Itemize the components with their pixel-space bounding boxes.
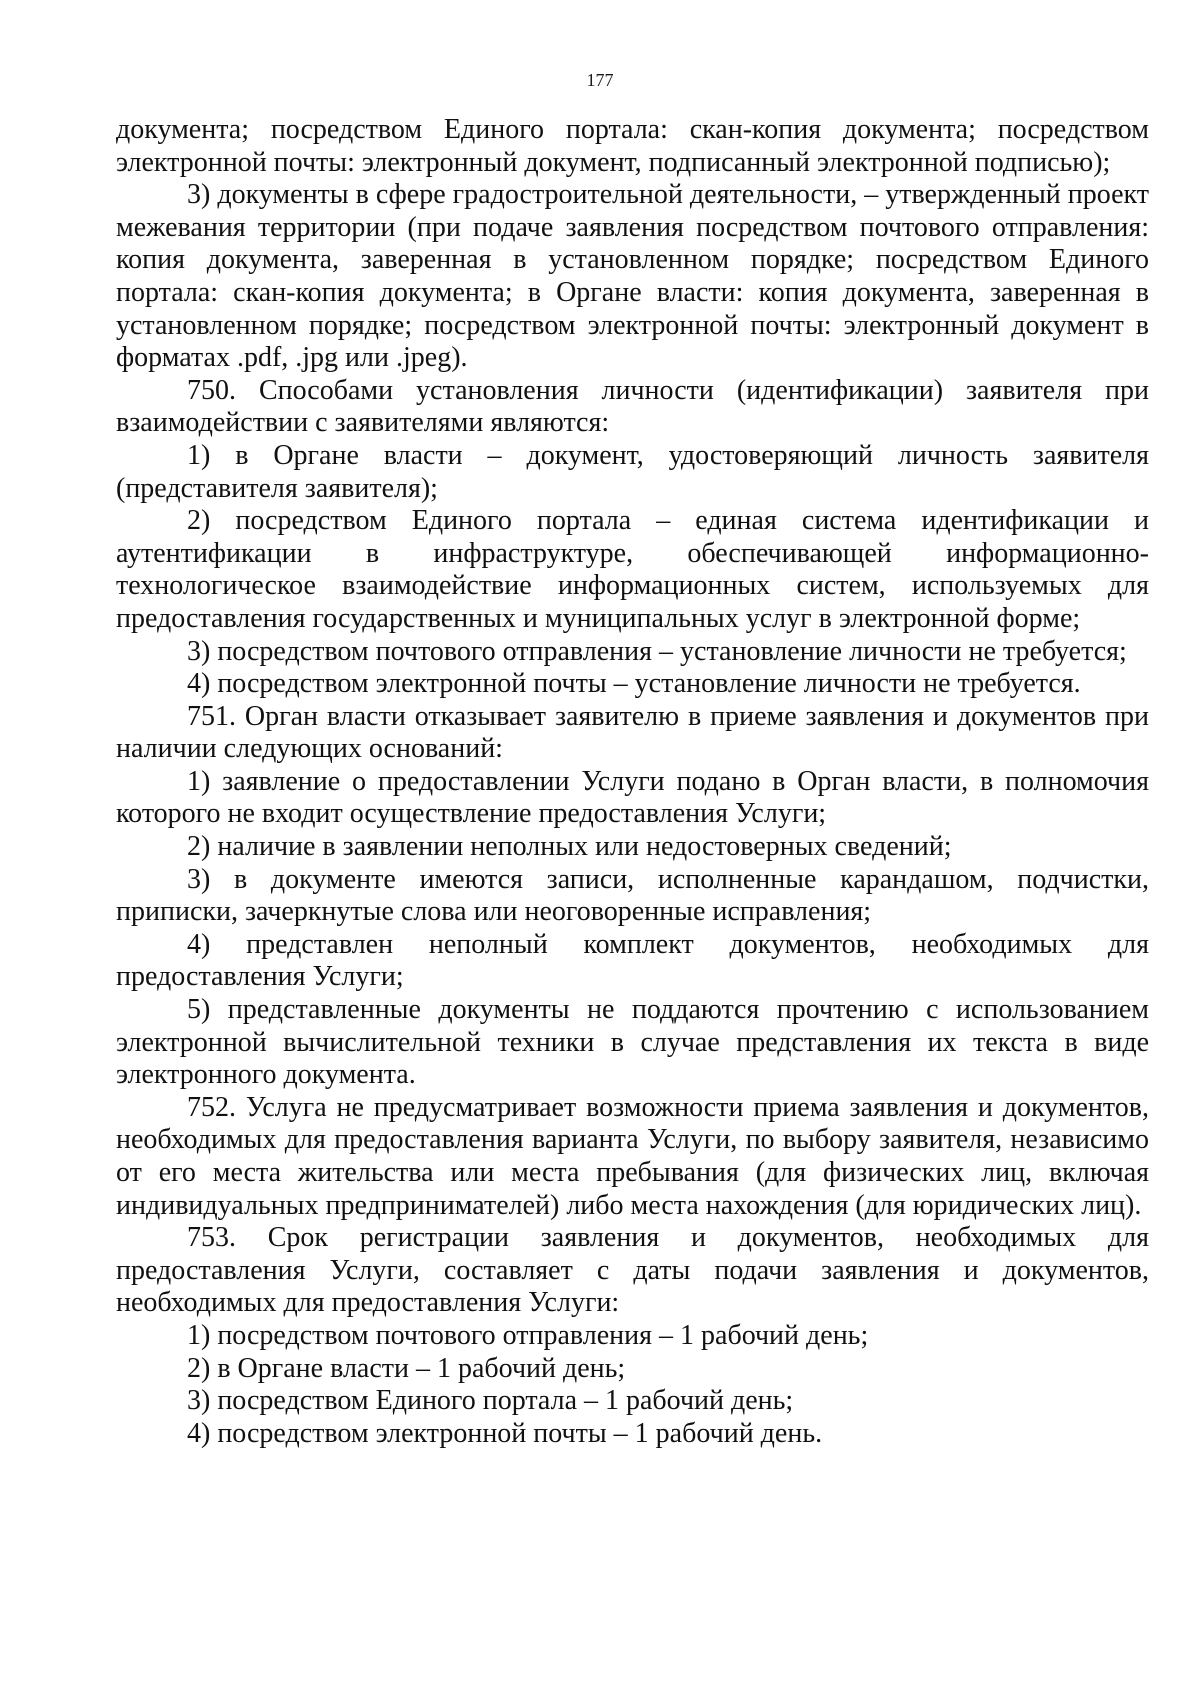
clause-751: 751. Орган власти отказывает заявителю в приеме заявления и документов при наличии следующих оснований: bbox=[116, 700, 1149, 765]
clause-753: 753. Срок регистрации заявления и документов, необходимых для предоставления Услуги, составляет с даты подачи заявления и документов, необходимых для предоставления Услуги: bbox=[116, 1222, 1149, 1319]
clause-751-item-2: 2) наличие в заявлении неполных или недостоверных сведений; bbox=[187, 831, 952, 863]
clause-753-item-2: 2) в Органе власти – 1 рабочий день; bbox=[187, 1352, 626, 1384]
clause-751-item-3: 3) в документе имеются записи, исполненные карандашом, подчистки, приписки, зачеркнутые слова или неоговоренные исправления; bbox=[116, 863, 1149, 928]
clause-750-item-4: 4) посредством электронной почты – установление личности не требуется. bbox=[187, 668, 1081, 700]
list-item-3-urban-planning-documents: 3) документы в сфере градостроительной деятельности, – утвержденный проект межевания территории (при подаче заявления посредством почтового отправления: копия документа, заверенная в установленном порядке; посредством Единого портала: скан-копия документа; в Органе власти: копия документа, заверенная в установленном порядке; посредством электронной почты: электронный документ в форматах .pdf, .jpg или .jpeg). bbox=[116, 179, 1149, 374]
paragraph-continuation: документа; посредством Единого портала: скан-копия документа; посредством электронной почты: электронный документ, подписанный электронной подписью); bbox=[116, 114, 1149, 178]
clause-753-item-3: 3) посредством Единого портала – 1 рабочий день; bbox=[187, 1385, 794, 1417]
clause-751-item-5: 5) представленные документы не поддаются прочтению с использованием электронной вычислительной техники в случае представления их текста в виде электронного документа. bbox=[116, 994, 1149, 1091]
clause-753-item-1: 1) посредством почтового отправления – 1 рабочий день; bbox=[187, 1319, 869, 1351]
page-number: 177 bbox=[586, 70, 614, 90]
clause-750: 750. Способами установления личности (идентификации) заявителя при взаимодействии с заявителями являются: bbox=[116, 374, 1149, 439]
clause-750-item-2: 2) посредством Единого портала – единая система идентификации и аутентификации в инфраструктуре, обеспечивающей информационно-технологическое взаимодействие информационных систем, используемых для предоставления государственных и муниципальных услуг в электронной форме; bbox=[116, 505, 1149, 634]
clause-750-item-3: 3) посредством почтового отправления – установление личности не требуется; bbox=[187, 635, 1127, 667]
document-body bbox=[116, 114, 1149, 1450]
clause-750-item-1: 1) в Органе власти – документ, удостоверяющий личность заявителя (представителя заявителя); bbox=[116, 439, 1149, 504]
clause-751-item-1: 1) заявление о предоставлении Услуги подано в Орган власти, в полномочия которого не входит осуществление предоставления Услуги; bbox=[116, 765, 1149, 830]
clause-753-item-4: 4) посредством электронной почты – 1 рабочий день. bbox=[187, 1417, 823, 1449]
clause-752: 752. Услуга не предусматривает возможности приема заявления и документов, необходимых для предоставления варианта Услуги, по выбору заявителя, независимо от его места жительства или места пребывания (для физических лиц, включая индивидуальных предпринимателей) либо места нахождения (для юридических лиц). bbox=[116, 1091, 1149, 1221]
clause-751-item-4: 4) представлен неполный комплект документов, необходимых для предоставления Услуги; bbox=[116, 928, 1149, 993]
